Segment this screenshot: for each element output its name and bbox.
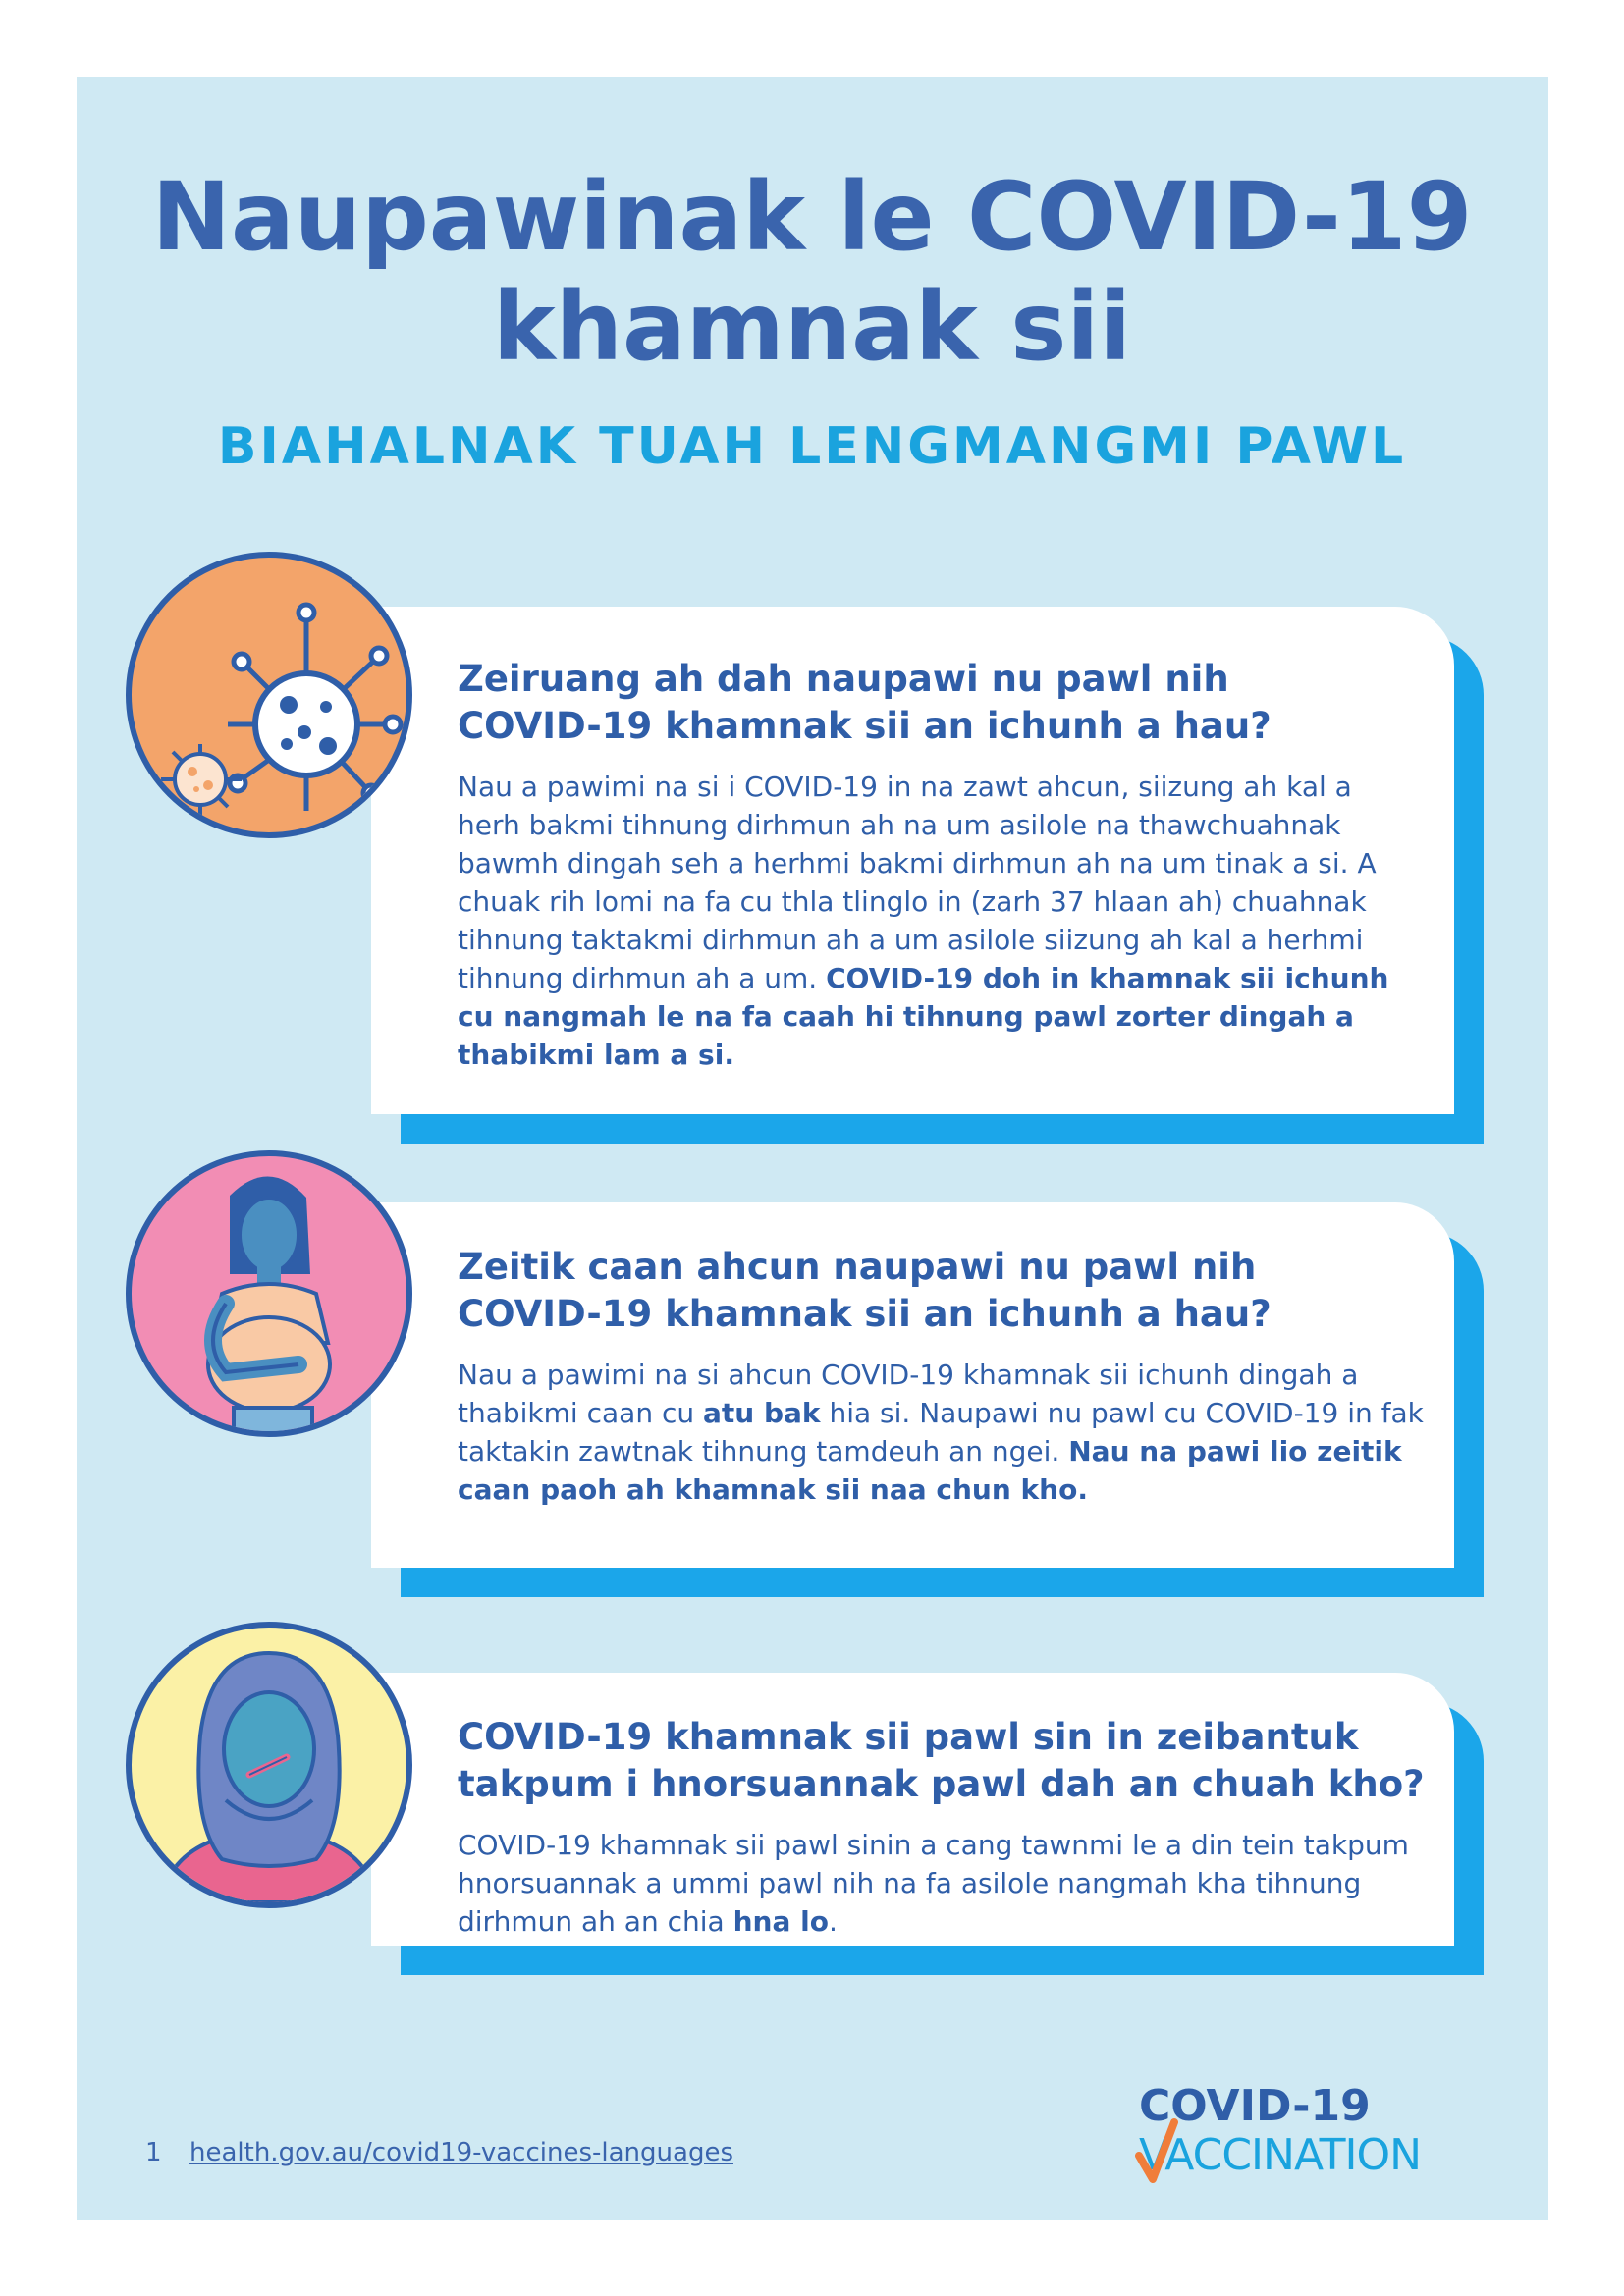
logo-line-2: VACCINATION [1139, 2130, 1422, 2180]
logo-line-1: COVID-19 [1139, 2081, 1371, 2131]
card-2 [371, 1202, 1454, 1568]
card-1-heading-line-1: Zeiruang ah dah naupawi nu pawl nih [458, 658, 1229, 700]
card-2-body-bold-a: atu bak [703, 1397, 821, 1429]
title-line-2: khamnak sii [492, 272, 1132, 382]
website-link[interactable]: health.gov.au/covid19-vaccines-languages [189, 2138, 733, 2167]
card-1 [371, 607, 1454, 1114]
card-3-heading [458, 1714, 1430, 1808]
page-title [0, 162, 1624, 382]
card-3-body-bold: hna lo [732, 1905, 829, 1938]
card-1-body-text: Nau a pawimi na si i COVID-19 in na zawt ahcun, siizung ah kal a herh bakmi tihnung dirhmun ah na um asilole na thawchuahnak bawmh dingah seh a herhmi bakmi dirhmun ah na um tinak a si. A chuak rih lomi na fa cu thla tlinglo in (zarh 37 hlaan ah) chuahnak tihnung taktakmi dirhmun ah a um asilole siizung ah kal a herhmi tihnung dirhmun ah a um. [458, 771, 1377, 994]
title-line-1: Naupawinak le COVID-19 [151, 162, 1473, 272]
card-1-heading [458, 656, 1420, 750]
card-1-body [458, 768, 1420, 1074]
card-3-heading-line-1: COVID-19 khamnak sii pawl sin in zeibantuk [458, 1716, 1359, 1758]
card-2-body-bold-b: Nau na pawi lio zeitik caan paoh ah khamnak sii naa chun kho. [458, 1435, 1402, 1506]
page-subtitle: BIAHALNAK TUAH LENGMANGMI PAWL [217, 417, 1407, 476]
pregnant-woman-icon [126, 1150, 412, 1437]
card-1-body-bold: COVID-19 doh in khamnak sii ichunh cu nangmah le na fa caah hi tihnung pawl zorter dingah a thabikmi lam a si. [458, 962, 1389, 1071]
card-2-heading-line-2: COVID-19 khamnak sii an ichunh a hau? [458, 1293, 1272, 1335]
woman-headscarf-thermometer-icon [126, 1622, 412, 1908]
card-3-body [458, 1826, 1430, 1941]
card-2-heading-line-1: Zeitik caan ahcun naupawi nu pawl nih [458, 1246, 1257, 1288]
card-2-body [458, 1356, 1430, 1509]
checkmark-icon [1135, 2116, 1178, 2185]
card-3-heading-line-2: takpum i hnorsuannak pawl dah an chuah kho? [458, 1763, 1425, 1805]
card-2-body-text-a: Nau a pawimi na si ahcun COVID-19 khamnak sii ichunh dingah a thabikmi caan cu [458, 1359, 1359, 1429]
card-3-body-text-b: . [828, 1905, 838, 1938]
page-number: 1 [145, 2138, 162, 2167]
card-2-heading [458, 1244, 1430, 1338]
card-3 [371, 1673, 1454, 1946]
virus-icon [126, 552, 412, 838]
card-2-body-text-b: hia si. Naupawi nu pawl cu COVID-19 in fak taktakin zawtnak tihnung tamdeuh an ngei. [458, 1397, 1424, 1468]
card-3-body-text-a: COVID-19 khamnak sii pawl sinin a cang tawnmi le a din tein takpum hnorsuannak a ummi pawl nih na fa asilole nangmah kha tihnung dirhmun ah an chia [458, 1829, 1409, 1938]
covid-vaccination-logo [1139, 2081, 1492, 2189]
card-1-heading-line-2: COVID-19 khamnak sii an ichunh a hau? [458, 705, 1272, 747]
